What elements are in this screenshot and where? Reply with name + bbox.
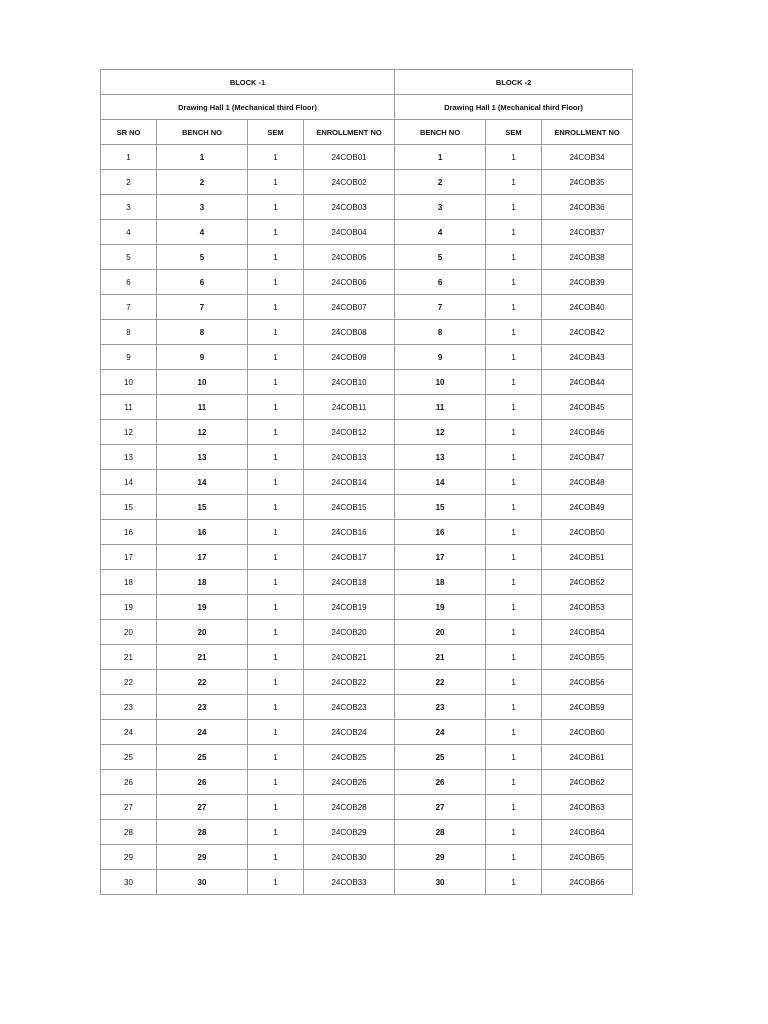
cell-b2-enrollment-no: 24COB53 xyxy=(542,595,633,620)
cell-b1-sem: 1 xyxy=(248,570,304,595)
table-row xyxy=(101,445,633,470)
cell-b2-bench-no: 19 xyxy=(395,595,486,620)
cell-b2-enrollment-no: 24COB43 xyxy=(542,345,633,370)
cell-b2-enrollment-no: 24COB42 xyxy=(542,320,633,345)
cell-b1-bench-no: 9 xyxy=(157,345,248,370)
cell-sr-no: 26 xyxy=(101,770,157,795)
cell-b2-bench-no: 6 xyxy=(395,270,486,295)
cell-b2-sem: 1 xyxy=(486,745,542,770)
cell-b1-enrollment-no: 24COB23 xyxy=(304,695,395,720)
cell-b1-sem: 1 xyxy=(248,670,304,695)
cell-b2-sem: 1 xyxy=(486,520,542,545)
cell-b2-enrollment-no: 24COB65 xyxy=(542,845,633,870)
cell-b1-bench-no: 21 xyxy=(157,645,248,670)
table-row xyxy=(101,470,633,495)
table-row xyxy=(101,745,633,770)
cell-b2-enrollment-no: 24COB54 xyxy=(542,620,633,645)
cell-b1-bench-no: 7 xyxy=(157,295,248,320)
cell-sr-no: 6 xyxy=(101,270,157,295)
cell-sr-no: 9 xyxy=(101,345,157,370)
cell-b1-sem: 1 xyxy=(248,445,304,470)
cell-b1-enrollment-no: 24COB07 xyxy=(304,295,395,320)
table-row xyxy=(101,320,633,345)
cell-b1-bench-no: 16 xyxy=(157,520,248,545)
cell-b1-sem: 1 xyxy=(248,470,304,495)
table-row xyxy=(101,570,633,595)
table-row xyxy=(101,695,633,720)
cell-b2-bench-no: 11 xyxy=(395,395,486,420)
col-b1-enrollment-no: ENROLLMENT NO xyxy=(304,120,395,145)
cell-b2-sem: 1 xyxy=(486,595,542,620)
table-row xyxy=(101,195,633,220)
cell-b2-enrollment-no: 24COB60 xyxy=(542,720,633,745)
cell-sr-no: 27 xyxy=(101,795,157,820)
cell-b1-enrollment-no: 24COB29 xyxy=(304,820,395,845)
col-sr-no: SR NO xyxy=(101,120,157,145)
block-2-title: BLOCK -2 xyxy=(395,70,633,95)
cell-sr-no: 18 xyxy=(101,570,157,595)
hall-header-row xyxy=(101,95,633,120)
table-row xyxy=(101,770,633,795)
cell-b1-sem: 1 xyxy=(248,345,304,370)
cell-b2-bench-no: 17 xyxy=(395,545,486,570)
cell-b2-enrollment-no: 24COB56 xyxy=(542,670,633,695)
cell-b1-sem: 1 xyxy=(248,320,304,345)
cell-b2-enrollment-no: 24COB36 xyxy=(542,195,633,220)
cell-b2-sem: 1 xyxy=(486,720,542,745)
block-2-hall: Drawing Hall 1 (Mechanical third Floor) xyxy=(395,95,633,120)
cell-b2-sem: 1 xyxy=(486,195,542,220)
cell-sr-no: 15 xyxy=(101,495,157,520)
table-row xyxy=(101,345,633,370)
cell-b2-sem: 1 xyxy=(486,470,542,495)
cell-b1-sem: 1 xyxy=(248,270,304,295)
cell-b1-sem: 1 xyxy=(248,395,304,420)
table-row xyxy=(101,820,633,845)
cell-b1-bench-no: 12 xyxy=(157,420,248,445)
cell-sr-no: 24 xyxy=(101,720,157,745)
cell-b2-sem: 1 xyxy=(486,220,542,245)
cell-b1-sem: 1 xyxy=(248,370,304,395)
cell-b2-bench-no: 14 xyxy=(395,470,486,495)
cell-b2-enrollment-no: 24COB55 xyxy=(542,645,633,670)
cell-b2-bench-no: 12 xyxy=(395,420,486,445)
table-row xyxy=(101,270,633,295)
cell-b2-sem: 1 xyxy=(486,370,542,395)
table-row xyxy=(101,420,633,445)
cell-sr-no: 21 xyxy=(101,645,157,670)
cell-b1-sem: 1 xyxy=(248,195,304,220)
cell-sr-no: 12 xyxy=(101,420,157,445)
col-b2-bench-no: BENCH NO xyxy=(395,120,486,145)
cell-b1-enrollment-no: 24COB06 xyxy=(304,270,395,295)
cell-b2-bench-no: 3 xyxy=(395,195,486,220)
cell-b1-sem: 1 xyxy=(248,845,304,870)
cell-b2-enrollment-no: 24COB37 xyxy=(542,220,633,245)
cell-b1-sem: 1 xyxy=(248,820,304,845)
cell-sr-no: 22 xyxy=(101,670,157,695)
cell-b2-enrollment-no: 24COB48 xyxy=(542,470,633,495)
cell-b1-enrollment-no: 24COB05 xyxy=(304,245,395,270)
block-header-row xyxy=(101,70,633,95)
cell-b2-bench-no: 4 xyxy=(395,220,486,245)
cell-b1-enrollment-no: 24COB30 xyxy=(304,845,395,870)
cell-b1-sem: 1 xyxy=(248,795,304,820)
cell-b2-sem: 1 xyxy=(486,620,542,645)
cell-b2-bench-no: 8 xyxy=(395,320,486,345)
cell-b1-enrollment-no: 24COB17 xyxy=(304,545,395,570)
cell-b1-enrollment-no: 24COB28 xyxy=(304,795,395,820)
cell-b1-enrollment-no: 24COB24 xyxy=(304,720,395,745)
cell-b2-sem: 1 xyxy=(486,545,542,570)
cell-b2-sem: 1 xyxy=(486,570,542,595)
cell-b1-bench-no: 19 xyxy=(157,595,248,620)
cell-b2-enrollment-no: 24COB49 xyxy=(542,495,633,520)
col-b1-sem: SEM xyxy=(248,120,304,145)
cell-b2-sem: 1 xyxy=(486,870,542,895)
cell-sr-no: 20 xyxy=(101,620,157,645)
cell-b2-sem: 1 xyxy=(486,770,542,795)
cell-b2-enrollment-no: 24COB51 xyxy=(542,545,633,570)
cell-b2-bench-no: 27 xyxy=(395,795,486,820)
cell-b2-sem: 1 xyxy=(486,395,542,420)
cell-b1-enrollment-no: 24COB20 xyxy=(304,620,395,645)
cell-sr-no: 8 xyxy=(101,320,157,345)
cell-sr-no: 23 xyxy=(101,695,157,720)
cell-b1-sem: 1 xyxy=(248,695,304,720)
cell-b2-sem: 1 xyxy=(486,295,542,320)
cell-b1-enrollment-no: 24COB21 xyxy=(304,645,395,670)
cell-b2-sem: 1 xyxy=(486,695,542,720)
cell-b2-bench-no: 22 xyxy=(395,670,486,695)
table-body xyxy=(101,145,633,895)
col-b2-sem: SEM xyxy=(486,120,542,145)
cell-b1-bench-no: 29 xyxy=(157,845,248,870)
cell-b1-sem: 1 xyxy=(248,295,304,320)
cell-b1-sem: 1 xyxy=(248,495,304,520)
cell-b1-enrollment-no: 24COB02 xyxy=(304,170,395,195)
cell-sr-no: 5 xyxy=(101,245,157,270)
cell-sr-no: 4 xyxy=(101,220,157,245)
cell-b1-bench-no: 22 xyxy=(157,670,248,695)
cell-b2-sem: 1 xyxy=(486,345,542,370)
cell-sr-no: 30 xyxy=(101,870,157,895)
cell-b2-enrollment-no: 24COB40 xyxy=(542,295,633,320)
cell-b2-enrollment-no: 24COB50 xyxy=(542,520,633,545)
cell-b2-sem: 1 xyxy=(486,270,542,295)
cell-b2-bench-no: 18 xyxy=(395,570,486,595)
cell-b1-bench-no: 10 xyxy=(157,370,248,395)
cell-b2-bench-no: 2 xyxy=(395,170,486,195)
cell-b1-enrollment-no: 24COB09 xyxy=(304,345,395,370)
table-row xyxy=(101,870,633,895)
cell-b1-enrollment-no: 24COB10 xyxy=(304,370,395,395)
table-row xyxy=(101,170,633,195)
cell-b1-enrollment-no: 24COB18 xyxy=(304,570,395,595)
cell-b1-bench-no: 3 xyxy=(157,195,248,220)
table-row xyxy=(101,395,633,420)
cell-b1-bench-no: 8 xyxy=(157,320,248,345)
table-row xyxy=(101,295,633,320)
cell-b2-bench-no: 10 xyxy=(395,370,486,395)
cell-sr-no: 29 xyxy=(101,845,157,870)
cell-b1-bench-no: 14 xyxy=(157,470,248,495)
cell-b1-enrollment-no: 24COB08 xyxy=(304,320,395,345)
table-row xyxy=(101,245,633,270)
cell-b2-sem: 1 xyxy=(486,645,542,670)
cell-b2-bench-no: 23 xyxy=(395,695,486,720)
col-b1-bench-no: BENCH NO xyxy=(157,120,248,145)
cell-b1-bench-no: 1 xyxy=(157,145,248,170)
cell-b1-sem: 1 xyxy=(248,545,304,570)
cell-b1-enrollment-no: 24COB14 xyxy=(304,470,395,495)
block-1-hall: Drawing Hall 1 (Mechanical third Floor) xyxy=(101,95,395,120)
cell-b2-enrollment-no: 24COB52 xyxy=(542,570,633,595)
table-row xyxy=(101,545,633,570)
cell-b1-bench-no: 2 xyxy=(157,170,248,195)
cell-b2-bench-no: 29 xyxy=(395,845,486,870)
cell-b1-enrollment-no: 24COB22 xyxy=(304,670,395,695)
cell-b1-enrollment-no: 24COB11 xyxy=(304,395,395,420)
table-row xyxy=(101,370,633,395)
table-row xyxy=(101,720,633,745)
table-row xyxy=(101,670,633,695)
table-row xyxy=(101,620,633,645)
cell-b2-bench-no: 9 xyxy=(395,345,486,370)
table-row xyxy=(101,845,633,870)
cell-b1-sem: 1 xyxy=(248,645,304,670)
cell-b2-sem: 1 xyxy=(486,445,542,470)
cell-b2-sem: 1 xyxy=(486,820,542,845)
cell-b2-bench-no: 15 xyxy=(395,495,486,520)
table-row xyxy=(101,220,633,245)
cell-b1-bench-no: 18 xyxy=(157,570,248,595)
cell-b1-bench-no: 23 xyxy=(157,695,248,720)
cell-b2-enrollment-no: 24COB61 xyxy=(542,745,633,770)
cell-sr-no: 1 xyxy=(101,145,157,170)
table-row xyxy=(101,595,633,620)
cell-b2-bench-no: 25 xyxy=(395,745,486,770)
cell-b2-enrollment-no: 24COB39 xyxy=(542,270,633,295)
cell-b1-enrollment-no: 24COB16 xyxy=(304,520,395,545)
cell-sr-no: 17 xyxy=(101,545,157,570)
cell-b2-enrollment-no: 24COB66 xyxy=(542,870,633,895)
cell-b2-enrollment-no: 24COB63 xyxy=(542,795,633,820)
cell-b2-sem: 1 xyxy=(486,170,542,195)
cell-b2-enrollment-no: 24COB38 xyxy=(542,245,633,270)
cell-b1-bench-no: 6 xyxy=(157,270,248,295)
cell-b1-bench-no: 20 xyxy=(157,620,248,645)
table-row xyxy=(101,145,633,170)
table-row xyxy=(101,795,633,820)
cell-b2-bench-no: 5 xyxy=(395,245,486,270)
cell-b1-sem: 1 xyxy=(248,620,304,645)
cell-b2-enrollment-no: 24COB62 xyxy=(542,770,633,795)
cell-b2-enrollment-no: 24COB44 xyxy=(542,370,633,395)
cell-b2-bench-no: 24 xyxy=(395,720,486,745)
cell-sr-no: 28 xyxy=(101,820,157,845)
cell-b2-bench-no: 7 xyxy=(395,295,486,320)
column-header-row xyxy=(101,120,633,145)
table-row xyxy=(101,520,633,545)
cell-sr-no: 7 xyxy=(101,295,157,320)
cell-b1-enrollment-no: 24COB03 xyxy=(304,195,395,220)
cell-b1-bench-no: 4 xyxy=(157,220,248,245)
cell-b2-sem: 1 xyxy=(486,845,542,870)
cell-b1-bench-no: 24 xyxy=(157,720,248,745)
cell-b1-bench-no: 30 xyxy=(157,870,248,895)
cell-b1-sem: 1 xyxy=(248,745,304,770)
cell-b1-enrollment-no: 24COB04 xyxy=(304,220,395,245)
table-row xyxy=(101,495,633,520)
cell-b1-sem: 1 xyxy=(248,220,304,245)
cell-b1-enrollment-no: 24COB25 xyxy=(304,745,395,770)
cell-b2-sem: 1 xyxy=(486,420,542,445)
cell-b2-sem: 1 xyxy=(486,670,542,695)
cell-b2-bench-no: 30 xyxy=(395,870,486,895)
cell-b2-sem: 1 xyxy=(486,495,542,520)
cell-b2-sem: 1 xyxy=(486,245,542,270)
cell-b1-sem: 1 xyxy=(248,720,304,745)
cell-b1-bench-no: 26 xyxy=(157,770,248,795)
cell-b1-bench-no: 11 xyxy=(157,395,248,420)
cell-b1-bench-no: 25 xyxy=(157,745,248,770)
cell-sr-no: 16 xyxy=(101,520,157,545)
cell-sr-no: 14 xyxy=(101,470,157,495)
cell-b2-bench-no: 21 xyxy=(395,645,486,670)
cell-b1-bench-no: 15 xyxy=(157,495,248,520)
cell-sr-no: 19 xyxy=(101,595,157,620)
cell-sr-no: 2 xyxy=(101,170,157,195)
cell-b1-enrollment-no: 24COB33 xyxy=(304,870,395,895)
cell-sr-no: 25 xyxy=(101,745,157,770)
cell-b1-sem: 1 xyxy=(248,770,304,795)
cell-b2-enrollment-no: 24COB64 xyxy=(542,820,633,845)
cell-sr-no: 3 xyxy=(101,195,157,220)
cell-b2-enrollment-no: 24COB46 xyxy=(542,420,633,445)
cell-b1-bench-no: 13 xyxy=(157,445,248,470)
cell-b1-enrollment-no: 24COB01 xyxy=(304,145,395,170)
cell-b1-enrollment-no: 24COB13 xyxy=(304,445,395,470)
cell-b2-bench-no: 28 xyxy=(395,820,486,845)
cell-b2-enrollment-no: 24COB47 xyxy=(542,445,633,470)
cell-b2-enrollment-no: 24COB35 xyxy=(542,170,633,195)
cell-sr-no: 13 xyxy=(101,445,157,470)
cell-b2-bench-no: 13 xyxy=(395,445,486,470)
col-b2-enrollment-no: ENROLLMENT NO xyxy=(542,120,633,145)
cell-b1-bench-no: 27 xyxy=(157,795,248,820)
block-1-title: BLOCK -1 xyxy=(101,70,395,95)
cell-b2-sem: 1 xyxy=(486,145,542,170)
cell-sr-no: 10 xyxy=(101,370,157,395)
cell-b1-sem: 1 xyxy=(248,170,304,195)
cell-b2-enrollment-no: 24COB59 xyxy=(542,695,633,720)
cell-b2-sem: 1 xyxy=(486,320,542,345)
cell-b2-enrollment-no: 24COB45 xyxy=(542,395,633,420)
cell-b1-enrollment-no: 24COB15 xyxy=(304,495,395,520)
cell-b1-sem: 1 xyxy=(248,145,304,170)
cell-b2-bench-no: 20 xyxy=(395,620,486,645)
cell-b1-sem: 1 xyxy=(248,245,304,270)
cell-b2-bench-no: 1 xyxy=(395,145,486,170)
cell-b1-sem: 1 xyxy=(248,420,304,445)
cell-b2-bench-no: 16 xyxy=(395,520,486,545)
cell-b1-bench-no: 5 xyxy=(157,245,248,270)
cell-b2-enrollment-no: 24COB34 xyxy=(542,145,633,170)
cell-b2-sem: 1 xyxy=(486,795,542,820)
cell-b1-sem: 1 xyxy=(248,520,304,545)
cell-b2-bench-no: 26 xyxy=(395,770,486,795)
cell-b1-enrollment-no: 24COB26 xyxy=(304,770,395,795)
cell-b1-enrollment-no: 24COB12 xyxy=(304,420,395,445)
cell-b1-bench-no: 17 xyxy=(157,545,248,570)
cell-sr-no: 11 xyxy=(101,395,157,420)
table-row xyxy=(101,645,633,670)
seating-arrangement-table xyxy=(100,69,633,895)
cell-b1-sem: 1 xyxy=(248,870,304,895)
cell-b1-bench-no: 28 xyxy=(157,820,248,845)
cell-b1-sem: 1 xyxy=(248,595,304,620)
cell-b1-enrollment-no: 24COB19 xyxy=(304,595,395,620)
